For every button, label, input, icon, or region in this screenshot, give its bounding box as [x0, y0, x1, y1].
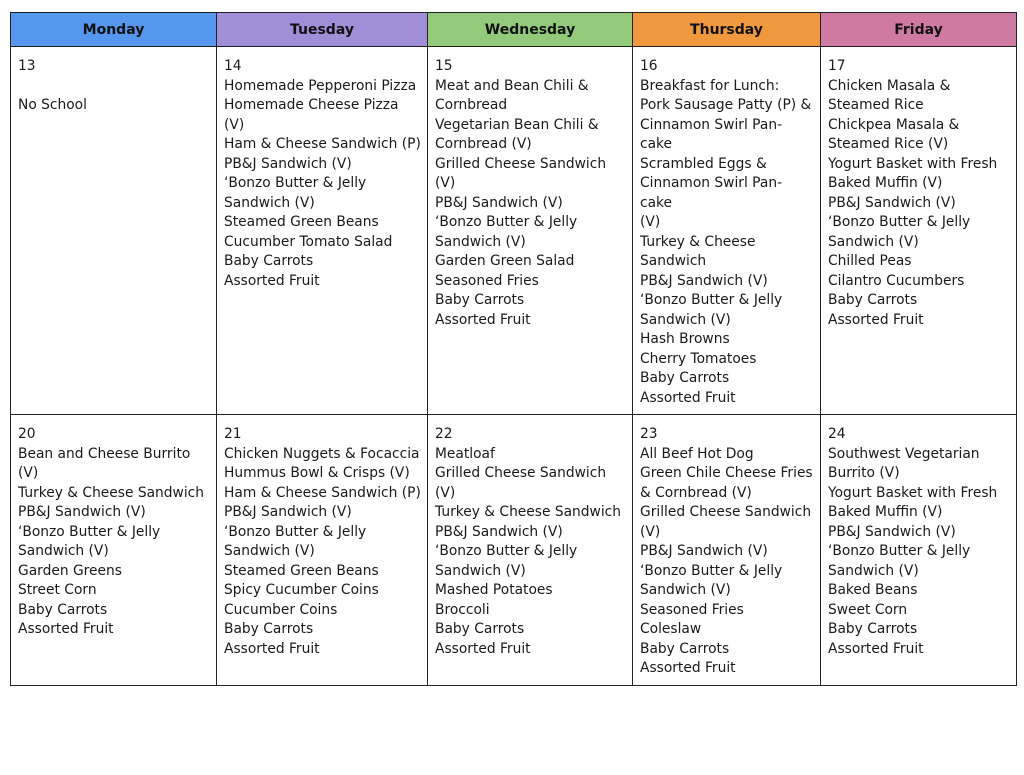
menu-item: Assorted Fruit — [828, 640, 924, 657]
menu-item: Cucumber Coins — [224, 601, 338, 618]
week-row — [11, 47, 1017, 415]
menu-item: Vegetarian Bean Chili & — [435, 116, 599, 133]
menu-item: ‘Bonzo Butter & Jelly — [224, 523, 367, 540]
menu-item: Garden Greens — [18, 562, 122, 579]
menu-item: PB&J Sandwich (V) — [224, 504, 352, 520]
menu-item: (V) — [640, 214, 661, 230]
weekday-header-row — [11, 13, 1017, 47]
menu-item: Homemade Pepperoni Pizza — [224, 77, 417, 94]
menu-item: Baby Carrots — [435, 292, 525, 308]
menu-item: Steamed Green Beans — [224, 214, 379, 230]
menu-item: Chicken Masala & — [828, 77, 951, 94]
day-cell-monday — [11, 415, 217, 686]
menu-item: Baby Carrots — [18, 601, 108, 618]
menu-item: Cornbread (V) — [435, 136, 532, 152]
header-tuesday: Tuesday — [217, 13, 428, 47]
day-cell-friday — [821, 415, 1017, 686]
menu-item: Grilled Cheese Sandwich (V) — [435, 465, 607, 501]
menu-item: Seasoned Fries — [435, 272, 539, 289]
menu-item: Sandwich (V) — [828, 562, 919, 579]
menu-item: Cornbread — [435, 97, 508, 113]
header-thursday: Thursday — [633, 13, 821, 47]
menu-item: Chicken Nuggets & Focaccia — [224, 445, 420, 462]
menu-item: Assorted Fruit — [435, 640, 531, 657]
menu-item: Sandwich (V) — [435, 233, 526, 250]
menu-item: Broccoli — [435, 601, 490, 618]
menu-item: Assorted Fruit — [18, 621, 114, 637]
menu-item: Sandwich (V) — [224, 543, 315, 559]
menu-item: Turkey & Cheese — [640, 233, 756, 250]
menu-item-list — [828, 445, 1010, 660]
header-wednesday: Wednesday — [428, 13, 633, 47]
spacer — [18, 77, 210, 97]
week-row — [11, 415, 1017, 686]
menu-item: Hash Browns — [640, 331, 730, 347]
menu-item: Yogurt Basket with Fresh — [828, 155, 998, 172]
menu-item: Meat and Bean Chili & — [435, 77, 589, 94]
menu-item: Cinnamon Swirl Pan-cake — [640, 175, 783, 211]
menu-item: Spicy Cucumber Coins — [224, 582, 379, 598]
day-date: 22 — [435, 426, 453, 442]
menu-item: Baked Beans — [828, 582, 918, 598]
menu-item-list — [828, 77, 1010, 331]
menu-item: Hummus Bowl & Crisps (V) — [224, 465, 410, 481]
menu-item: ‘Bonzo Butter & Jelly — [224, 175, 367, 191]
menu-item: Ham & Cheese Sandwich (P) — [224, 136, 421, 152]
day-cell-tuesday — [217, 415, 428, 686]
day-date: 14 — [224, 58, 242, 74]
menu-item: Pork Sausage Patty (P) & — [640, 97, 812, 113]
menu-item: Assorted Fruit — [640, 660, 736, 676]
day-cell-wednesday — [428, 415, 633, 686]
menu-item-list — [640, 445, 814, 679]
menu-item: No School — [18, 97, 87, 113]
menu-item-list — [435, 445, 626, 660]
menu-item: All Beef Hot Dog — [640, 445, 754, 462]
menu-item: Yogurt Basket with Fresh — [828, 484, 998, 501]
menu-item: Sandwich — [640, 253, 707, 269]
menu-item: Chickpea Masala & — [828, 116, 960, 133]
menu-item: PB&J Sandwich (V) — [435, 523, 563, 540]
menu-item: Mashed Potatoes — [435, 582, 553, 598]
menu-item-list — [18, 96, 210, 116]
menu-item: Assorted Fruit — [224, 640, 320, 657]
menu-item-list — [224, 77, 421, 292]
menu-item: PB&J Sandwich (V) — [828, 194, 956, 211]
menu-item: Grilled Cheese Sandwich (V) — [435, 155, 607, 191]
day-date: 20 — [18, 426, 36, 442]
menu-item: Scrambled Eggs & — [640, 155, 767, 172]
menu-item: Cilantro Cucumbers — [828, 272, 965, 289]
day-cell-wednesday — [428, 47, 633, 415]
menu-item: PB&J Sandwich (V) — [435, 194, 563, 211]
menu-item: Baby Carrots — [828, 292, 918, 308]
lunch-menu-table — [10, 12, 1017, 686]
menu-item: Coleslaw — [640, 621, 702, 637]
menu-item: Baby Carrots — [435, 621, 525, 637]
menu-item: ‘Bonzo Butter & Jelly — [435, 543, 578, 559]
menu-item: Assorted Fruit — [640, 389, 736, 406]
menu-item: Steamed Rice (V) — [828, 136, 949, 152]
day-cell-monday — [11, 47, 217, 415]
day-date: 15 — [435, 58, 453, 74]
menu-item: Cucumber Tomato Salad — [224, 233, 393, 250]
menu-item: Turkey & Cheese Sandwich — [18, 484, 205, 501]
menu-item-list — [224, 445, 421, 660]
day-cell-tuesday — [217, 47, 428, 415]
menu-item: Bean and Cheese Burrito (V) — [18, 445, 191, 481]
header-friday: Friday — [821, 13, 1017, 47]
menu-item: Baby Carrots — [224, 621, 314, 637]
menu-item: Grilled Cheese Sandwich — [640, 504, 812, 520]
menu-item: (V) — [640, 523, 661, 540]
menu-item: Baby Carrots — [224, 253, 314, 269]
menu-item: Baby Carrots — [640, 370, 730, 386]
menu-item: Sandwich (V) — [224, 194, 315, 211]
menu-item: Green Chile Cheese Fries — [640, 465, 813, 481]
menu-item-list — [435, 77, 626, 331]
menu-item: Baby Carrots — [640, 640, 730, 657]
menu-item: Garden Green Salad — [435, 253, 575, 269]
menu-item: PB&J Sandwich (V) — [640, 272, 768, 289]
menu-item: Steamed Green Beans — [224, 562, 379, 579]
menu-item: Southwest Vegetarian — [828, 445, 980, 462]
menu-item: Ham & Cheese Sandwich (P) — [224, 484, 421, 501]
menu-item: Sandwich (V) — [18, 543, 109, 559]
menu-item: Cinnamon Swirl Pan-cake — [640, 116, 783, 152]
menu-item: ‘Bonzo Butter & Jelly — [828, 214, 971, 230]
menu-item: ‘Bonzo Butter & Jelly — [18, 523, 161, 540]
menu-item: Breakfast for Lunch: — [640, 77, 780, 94]
menu-item: Baby Carrots — [828, 621, 918, 637]
menu-item: Turkey & Cheese Sandwich — [435, 504, 622, 520]
menu-item: Seasoned Fries — [640, 601, 744, 618]
menu-item: Sweet Corn — [828, 601, 908, 618]
day-date: 16 — [640, 58, 658, 74]
menu-item: Meatloaf — [435, 445, 495, 462]
day-date: 21 — [224, 426, 242, 442]
day-cell-friday — [821, 47, 1017, 415]
menu-item-list — [18, 445, 210, 640]
day-date: 23 — [640, 426, 658, 442]
menu-item: Cherry Tomatoes — [640, 350, 757, 367]
menu-item: PB&J Sandwich (V) — [224, 155, 352, 172]
day-cell-thursday — [633, 47, 821, 415]
menu-item: Sandwich (V) — [435, 562, 526, 579]
day-date: 24 — [828, 426, 846, 442]
header-monday: Monday — [11, 13, 217, 47]
menu-item: ‘Bonzo Butter & Jelly — [640, 562, 783, 579]
menu-item: PB&J Sandwich (V) — [828, 523, 956, 540]
menu-item: Baked Muffin (V) — [828, 175, 943, 191]
menu-item: Assorted Fruit — [828, 311, 924, 328]
menu-item: PB&J Sandwich (V) — [640, 543, 768, 559]
menu-item: Baked Muffin (V) — [828, 504, 943, 520]
day-date: 13 — [18, 58, 36, 74]
day-date: 17 — [828, 58, 846, 74]
day-cell-thursday — [633, 415, 821, 686]
menu-item-list — [640, 77, 814, 409]
menu-item: Street Corn — [18, 582, 97, 598]
menu-item: Sandwich (V) — [640, 582, 731, 598]
menu-item: & Cornbread (V) — [640, 484, 752, 501]
menu-item: Burrito (V) — [828, 465, 900, 481]
menu-item: Sandwich (V) — [828, 233, 919, 250]
menu-item: ‘Bonzo Butter & Jelly — [640, 292, 783, 308]
menu-item: Chilled Peas — [828, 253, 912, 269]
menu-item: Sandwich (V) — [640, 311, 731, 328]
menu-item: Assorted Fruit — [224, 272, 320, 289]
menu-item: Assorted Fruit — [435, 311, 531, 328]
menu-item: PB&J Sandwich (V) — [18, 504, 146, 520]
menu-item: ‘Bonzo Butter & Jelly — [828, 543, 971, 559]
menu-item: Steamed Rice — [828, 97, 924, 113]
menu-item: Homemade Cheese Pizza (V) — [224, 97, 399, 133]
menu-item: ‘Bonzo Butter & Jelly — [435, 214, 578, 230]
